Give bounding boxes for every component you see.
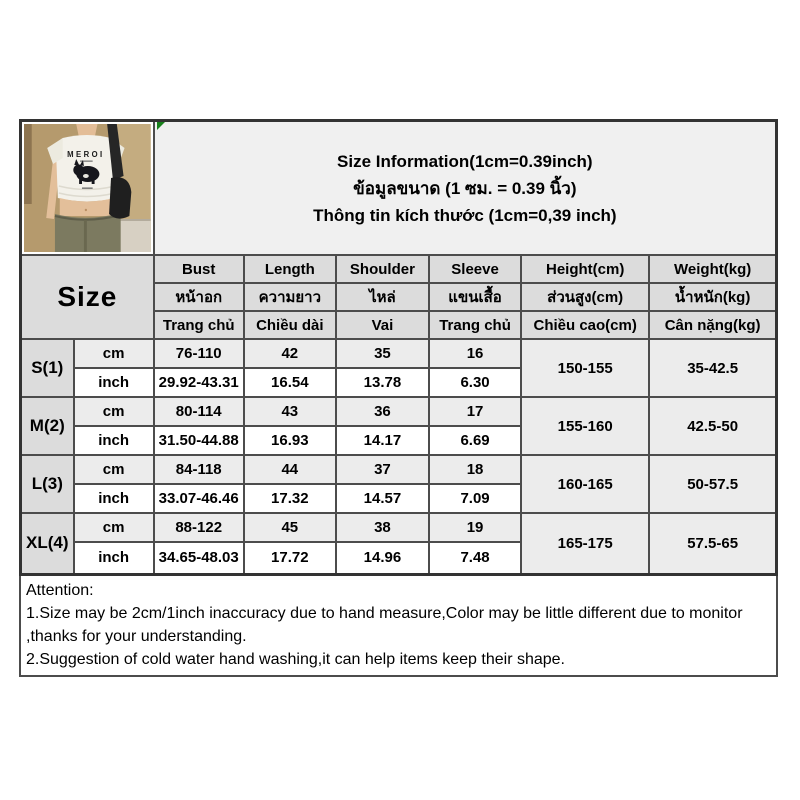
cell-m-height: 155-160 [521,397,649,455]
cell-corner-marker-icon [157,122,165,130]
header-weight-th: น้ำหนัก(kg) [649,283,776,311]
cell-m-cm-shoulder: 36 [336,397,429,426]
header-height-vi: Chiều cao(cm) [521,311,649,339]
cell-m-inch-length: 16.93 [244,426,336,455]
size-table [19,119,778,576]
cell-s-cm-sleeve: 16 [429,339,521,368]
product-photo-cell [21,121,154,256]
cell-xl-inch-bust: 34.65-48.03 [154,542,244,574]
unit-cm: cm [74,455,154,484]
header-bust-th: หน้าอก [154,283,244,311]
unit-cm: cm [74,397,154,426]
unit-inch: inch [74,542,154,574]
size-label-s: S(1) [21,339,74,397]
header-sleeve-th: แขนเสื้อ [429,283,521,311]
cell-l-weight: 50-57.5 [649,455,776,513]
shirt-text: MEROI [67,149,105,160]
unit-inch: inch [74,426,154,455]
shirt-caption-bottom [82,188,93,189]
size-label-m: M(2) [21,397,74,455]
cell-s-inch-bust: 29.92-43.31 [154,368,244,397]
cell-xl-cm-bust: 88-122 [154,513,244,542]
size-info-title-cell [154,121,777,256]
header-length-vi: Chiều dài [244,311,336,339]
cell-s-inch-sleeve: 6.30 [429,368,521,397]
cell-l-cm-length: 44 [244,455,336,484]
header-sleeve-vi: Trang chủ [429,311,521,339]
cell-m-inch-sleeve: 6.69 [429,426,521,455]
unit-inch: inch [74,368,154,397]
title-thai: ข้อมูลขนาด (1 ซม. = 0.39 นิ้ว) [353,178,577,198]
cell-s-inch-length: 16.54 [244,368,336,397]
cell-xl-cm-length: 45 [244,513,336,542]
attention-line-2: 2.Suggestion of cold water hand washing,it can help items keep their shape. [26,650,565,668]
cell-m-cm-length: 43 [244,397,336,426]
cell-xl-cm-sleeve: 19 [429,513,521,542]
cell-s-height: 150-155 [521,339,649,397]
cell-l-cm-shoulder: 37 [336,455,429,484]
header-shoulder-en: Shoulder [336,255,429,283]
unit-cm: cm [74,339,154,368]
attention-line-1: 1.Size may be 2cm/1inch inaccuracy due to hand measure,Color may be little different due to monitor ,thanks for your understanding. [26,604,743,645]
title-english: Size Information(1cm=0.39inch) [337,151,593,171]
cell-s-cm-bust: 76-110 [154,339,244,368]
size-label-l: L(3) [21,455,74,513]
cell-xl-height: 165-175 [521,513,649,574]
header-length-th: ความยาว [244,283,336,311]
cell-xl-inch-sleeve: 7.48 [429,542,521,574]
header-weight-vi: Cân nặng(kg) [649,311,776,339]
bag [109,177,131,218]
cell-l-cm-sleeve: 18 [429,455,521,484]
cell-l-inch-length: 17.32 [244,484,336,513]
header-sleeve-en: Sleeve [429,255,521,283]
cell-m-weight: 42.5-50 [649,397,776,455]
attention-heading: Attention: [26,581,94,599]
header-bust-vi: Trang chủ [154,311,244,339]
cell-s-inch-shoulder: 13.78 [336,368,429,397]
cell-s-cm-length: 42 [244,339,336,368]
attention-note [19,576,778,677]
cell-s-cm-shoulder: 35 [336,339,429,368]
cell-l-inch-sleeve: 7.09 [429,484,521,513]
header-shoulder-vi: Vai [336,311,429,339]
cell-s-weight: 35-42.5 [649,339,776,397]
cell-l-inch-shoulder: 14.57 [336,484,429,513]
product-photo [24,124,151,252]
header-bust-en: Bust [154,255,244,283]
size-label-xl: XL(4) [21,513,74,574]
cell-m-inch-shoulder: 14.17 [336,426,429,455]
unit-inch: inch [74,484,154,513]
size-chart-sheet [19,119,780,677]
cell-xl-inch-shoulder: 14.96 [336,542,429,574]
cell-m-inch-bust: 31.50-44.88 [154,426,244,455]
cell-l-cm-bust: 84-118 [154,455,244,484]
title-vietnamese: Thông tin kích thước (1cm=0,39 inch) [313,205,617,225]
header-length-en: Length [244,255,336,283]
cell-m-cm-sleeve: 17 [429,397,521,426]
cell-l-height: 160-165 [521,455,649,513]
cell-xl-cm-shoulder: 38 [336,513,429,542]
cell-m-cm-bust: 80-114 [154,397,244,426]
shirt-caption-top [80,161,93,162]
header-weight-en: Weight(kg) [649,255,776,283]
header-shoulder-th: ไหล่ [336,283,429,311]
cell-l-inch-bust: 33.07-46.46 [154,484,244,513]
header-height-en: Height(cm) [521,255,649,283]
header-height-th: ส่วนสูง(cm) [521,283,649,311]
cell-xl-weight: 57.5-65 [649,513,776,574]
unit-cm: cm [74,513,154,542]
cell-xl-inch-length: 17.72 [244,542,336,574]
size-column-header: Size [21,255,154,339]
